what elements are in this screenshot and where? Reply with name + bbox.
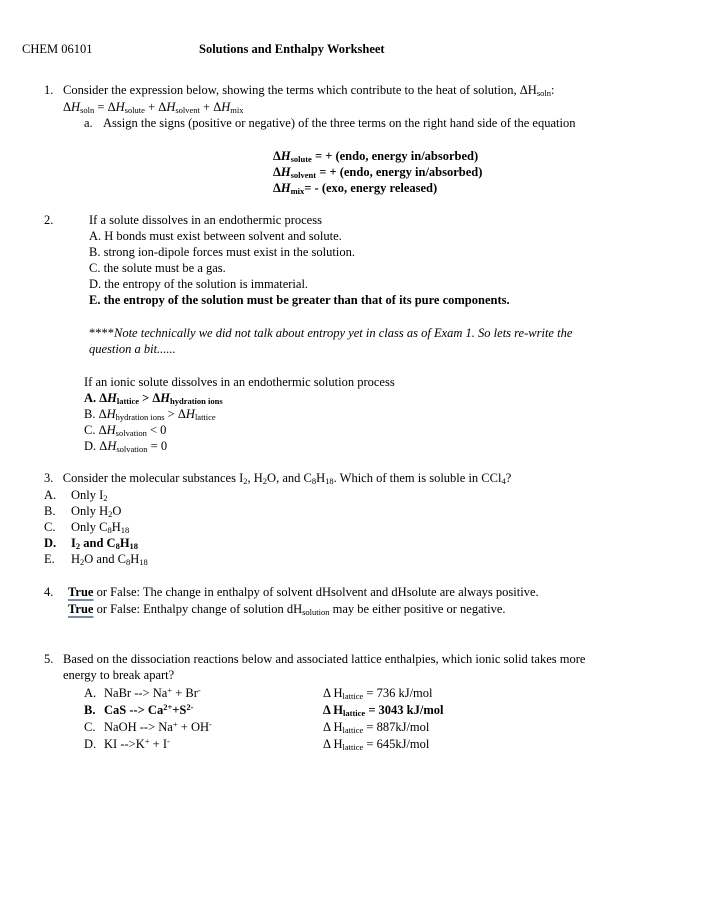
q2-option-c: C. the solute must be a gas. (89, 261, 226, 275)
q2-reoption-c: C. $\Delta H_{solvation} < 0$ (84, 423, 167, 438)
q5-option-a-label: A. (84, 686, 97, 700)
q1-answer-solute: $\Delta H_{solute}$ = + (endo, energy in/absorbed) (273, 149, 479, 164)
q2-number: 2. (44, 213, 54, 227)
q5-stem-line1: Based on the dissociation reactions below and associated lattice enthalpies, which ionic solid takes more (63, 652, 586, 666)
q4-number: 4. (44, 585, 54, 599)
q5-stem-line2: energy to break apart? (63, 668, 175, 682)
q1a-label: a. (84, 116, 93, 130)
q5-option-c-label: C. (84, 720, 96, 734)
q1-stem: Consider the expression below, showing the terms which contribute to the heat of solution, $\Delta H_{soln}$: (63, 83, 555, 98)
q3-stem: 3. Consider the molecular substances $I_2$, $H_2O$, and $C_8H_{18}$. Which of them is soluble in CCl$_4$? (44, 471, 512, 486)
q2-stem: If a solute dissolves in an endothermic process (89, 213, 322, 227)
q3-option-c: Only $C_8H_{18}$ (71, 520, 130, 535)
q5-option-d-enthalpy: Δ $H_{lattice} = 645kJ/mol$ (323, 737, 430, 752)
q3-option-b-label: B. (44, 504, 56, 518)
q3-option-a-label: A. (44, 488, 57, 502)
q5-option-c-reaction: NaOH --> Na+ + OH- (104, 719, 212, 734)
q5-option-a-reaction: NaBr --> Na+ + Br- (104, 685, 201, 700)
q5-option-b-label: B. (84, 703, 96, 717)
q5-option-a-enthalpy: Δ $H_{lattice} = 736$ kJ/mol (323, 686, 433, 701)
q2-note-line1: ****Note technically we did not talk about entropy yet in class as of Exam 1. So lets re-write the (89, 326, 573, 340)
q5-number: 5. (44, 652, 54, 666)
q2-reoption-b: B. $\Delta H_{hydration ions} > \Delta H_{lattice}$ (84, 407, 216, 422)
true-answer-1: True (68, 585, 94, 599)
q3-option-e: $H_2O$ and $C_8H_{18}$ (71, 552, 148, 567)
q3-option-d-label: D. (44, 536, 57, 550)
q1-answer-mix: $\Delta H_{mix}= - (exo$, energy released) (273, 181, 438, 196)
q1-number: 1. (44, 83, 54, 97)
q2-option-d: D. the entropy of the solution is immaterial. (89, 277, 309, 291)
q2-option-a: A. H bonds must exist between solvent and solute. (89, 229, 342, 243)
q5-option-c-enthalpy: Δ $H_{lattice} = 887kJ/mol$ (323, 720, 430, 735)
q5-option-b-enthalpy-correct: Δ $H_{lattice} = 3043$ kJ/mol (323, 703, 444, 718)
q1-equation: $\Delta H_{soln} = \Delta H_{solute} + \Delta H_{solvent} + \Delta H_{mix}$ (63, 100, 244, 115)
q3-option-c-label: C. (44, 520, 56, 534)
q2-note-line2: question a bit...... (89, 342, 176, 356)
q1-answer-solvent: $\Delta H_{solvent}$ = + (endo, energy in/absorbed) (273, 165, 483, 180)
q3-option-d-correct: $I_2$ and $C_8H_{18}$ (71, 536, 139, 551)
q5-option-b-reaction-correct: CaS --> $Ca^{2+}+S^{2-}$ (104, 702, 194, 717)
q3-option-b: Only $H_2O$ (71, 504, 122, 519)
q2-restem: If an ionic solute dissolves in an endothermic solution process (84, 375, 395, 389)
q2-reoption-a-correct: A. $\Delta H_{lattice} > \Delta H_{hydration ions}$ (84, 391, 223, 406)
q5-option-d-label: D. (84, 737, 97, 751)
true-answer-2: True (68, 602, 94, 616)
q4-statement-2: True or False: Enthalpy change of solution $dH_{solution}$ may be either positive or negative. (68, 602, 506, 617)
q2-reoption-d: D. $\Delta H_{solvation} = 0$ (84, 439, 168, 454)
q2-option-e-correct: E. the entropy of the solution must be greater than that of its pure components. (89, 293, 510, 307)
q5-option-d-reaction: KI -->K+ + I- (104, 736, 170, 751)
q3-option-a: Only $I_2$ (71, 488, 108, 503)
course-code: CHEM 06101 (22, 42, 93, 56)
q3-option-e-label: E. (44, 552, 55, 566)
worksheet-title: Solutions and Enthalpy Worksheet (199, 42, 385, 56)
q2-option-b: B. strong ion-dipole forces must exist in the solution. (89, 245, 355, 259)
q1a-text: Assign the signs (positive or negative) of the three terms on the right hand side of the equation (103, 116, 576, 130)
q4-statement-1: True or False: The change in enthalpy of solvent dHsolvent and dHsolute are always positive. (68, 585, 539, 599)
